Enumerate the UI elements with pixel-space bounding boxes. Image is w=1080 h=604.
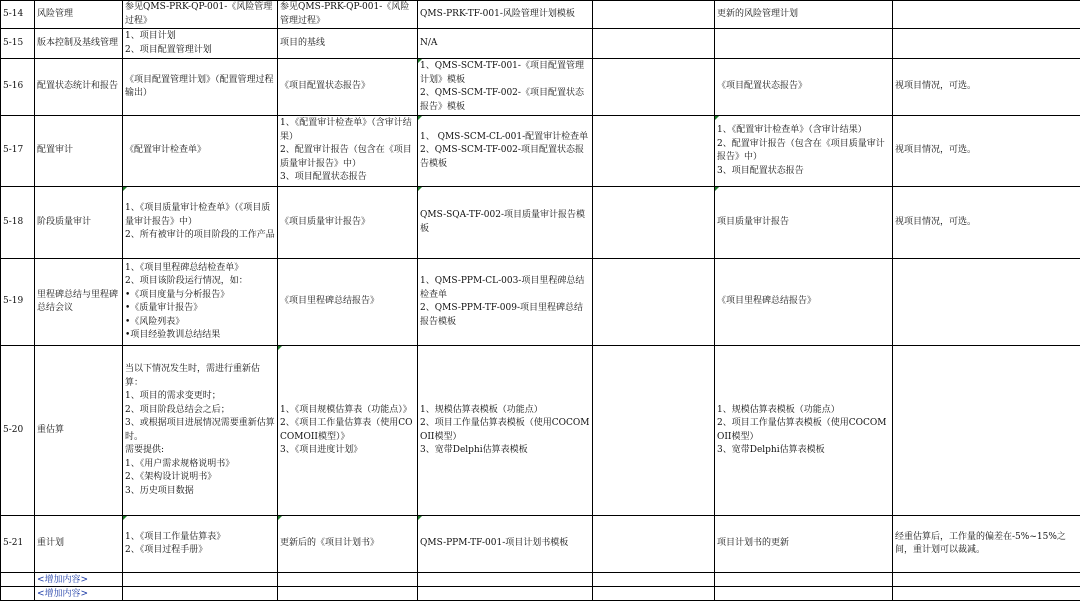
empty-cell bbox=[278, 573, 418, 587]
cell-line: 2、配置审计报告（包含在《项目质量审计报告》中） bbox=[717, 138, 885, 162]
cell-line: 3、历史项目数据 bbox=[125, 485, 194, 496]
cell-line: 2、配置审计报告（包含在《项目质量审计报告》中） bbox=[280, 145, 412, 169]
cell-line: 1、《项目工作量估算表》 bbox=[125, 531, 226, 542]
cell-record[interactable] bbox=[715, 187, 893, 259]
comment-marker-icon bbox=[418, 116, 422, 120]
table-row bbox=[1, 1, 1080, 29]
cell-stage[interactable] bbox=[35, 187, 123, 259]
cell-stage[interactable] bbox=[35, 29, 123, 59]
cell-template[interactable] bbox=[418, 259, 593, 346]
empty-cell bbox=[715, 573, 893, 587]
cell-input[interactable] bbox=[123, 187, 278, 259]
cell-remark[interactable] bbox=[893, 259, 1080, 346]
cell-line: 1、《项目质量审计检查单》（《项目质量审计报告》中） bbox=[125, 203, 271, 227]
cell-text: 5-19 bbox=[3, 296, 24, 307]
add-content-row bbox=[1, 573, 1080, 587]
cell-line: 3、项目配置状态报告 bbox=[717, 165, 804, 176]
cell-text: 风险管理 bbox=[37, 8, 74, 19]
cell-input[interactable] bbox=[123, 259, 278, 346]
cell-line: 项目计划书的更新 bbox=[717, 538, 790, 549]
cell-stage[interactable] bbox=[35, 346, 123, 516]
cell-line: 1、《用户需求规格说明书》 bbox=[125, 458, 235, 469]
table-row bbox=[1, 259, 1080, 346]
cell-line: 《项目配置管理计划》（配置管理过程输出） bbox=[125, 74, 274, 98]
cell-line: 参见QMS-PRK-QP-001-《风险管理过程》 bbox=[280, 2, 410, 26]
cell-line: 1、《项目规模估算表（功能点）》 bbox=[280, 404, 412, 415]
cell-input[interactable] bbox=[123, 1, 278, 29]
cell-line: •《风险列表》 bbox=[125, 316, 185, 327]
cell-record[interactable] bbox=[715, 29, 893, 59]
cell-remark[interactable] bbox=[893, 516, 1080, 573]
cell-line: 2、所有被审计的项目阶段的工作产品 bbox=[125, 230, 275, 241]
comment-marker-icon bbox=[715, 116, 719, 120]
cell-line: 1、项目的需求变更时； bbox=[125, 391, 221, 401]
cell-line: 2、项目配置管理计划 bbox=[125, 44, 212, 55]
cell-line: 视项目情况，可选。 bbox=[895, 81, 977, 92]
empty-cell bbox=[893, 587, 1080, 601]
empty-cell bbox=[278, 587, 418, 601]
cell-line: 2、项目工作量估算表模板（使用COCOMOII模型） bbox=[420, 418, 590, 442]
empty-cell bbox=[123, 573, 278, 587]
cell-record[interactable] bbox=[715, 346, 893, 516]
cell-line: •项目经验教训总结结果 bbox=[125, 330, 221, 340]
cell-num[interactable] bbox=[1, 187, 35, 259]
cell-line: 1、《配置审计检查单》（含审计结果） bbox=[717, 125, 867, 135]
cell-remark[interactable] bbox=[893, 346, 1080, 516]
cell-line: QMS-SQA-TF-002-项目质量审计报告模板 bbox=[420, 210, 585, 234]
cell-line: 2、《项目工作量估算表（使用COCOMOII模型）》 bbox=[280, 418, 413, 442]
cell-remark[interactable] bbox=[893, 29, 1080, 59]
cell-line: 更新的风险管理计划 bbox=[717, 8, 799, 19]
cell-num[interactable] bbox=[1, 259, 35, 346]
cell-line: 1、项目计划 bbox=[125, 31, 176, 41]
cell-record[interactable] bbox=[715, 259, 893, 346]
cell-line: QMS-PPM-TF-001-项目计划书模板 bbox=[420, 538, 569, 549]
cell-col6[interactable] bbox=[593, 259, 715, 346]
empty-cell bbox=[593, 573, 715, 587]
cell-stage[interactable] bbox=[35, 516, 123, 573]
cell-output[interactable] bbox=[278, 259, 418, 346]
cell-input[interactable] bbox=[123, 346, 278, 516]
cell-line: 项目的基线 bbox=[280, 37, 326, 48]
cell-line: 1、 QMS-SCM-CL-001-配置审计检查单 bbox=[420, 131, 589, 142]
cell-template[interactable] bbox=[418, 346, 593, 516]
cell-template[interactable] bbox=[418, 59, 593, 116]
cell-text: 5-15 bbox=[3, 37, 24, 48]
empty-cell bbox=[123, 587, 278, 601]
table-row bbox=[1, 187, 1080, 259]
cell-input[interactable] bbox=[123, 59, 278, 116]
cell-remark[interactable] bbox=[893, 116, 1080, 187]
table-row bbox=[1, 59, 1080, 116]
cell-stage[interactable] bbox=[35, 1, 123, 29]
cell-text: 5-20 bbox=[3, 424, 24, 435]
cell-text: 重计划 bbox=[37, 538, 65, 549]
comment-marker-icon bbox=[418, 516, 422, 520]
cell-line: 3、宽带Delphi估算表模板 bbox=[420, 445, 528, 455]
cell-col6[interactable] bbox=[593, 116, 715, 187]
cell-line: 3、宽带Delphi估算表模板 bbox=[717, 445, 825, 455]
cell-line: 《项目质量审计报告》 bbox=[280, 216, 371, 227]
cell-stage[interactable] bbox=[35, 59, 123, 116]
cell-text: 配置状态统计和报告 bbox=[37, 81, 119, 92]
cell-template[interactable] bbox=[418, 1, 593, 29]
empty-cell bbox=[418, 573, 593, 587]
cell-output[interactable] bbox=[278, 29, 418, 59]
comment-marker-icon bbox=[278, 516, 282, 520]
cell-line: 《项目配置状态报告》 bbox=[717, 81, 808, 92]
cell-line: 2、《架构设计说明书》 bbox=[125, 472, 217, 482]
cell-text: 里程碑总结与里程碑总结会议 bbox=[37, 289, 119, 313]
cell-line: 3、《项目进度计划》 bbox=[280, 445, 363, 455]
cell-input[interactable] bbox=[123, 516, 278, 573]
add-content-link[interactable]: <增加内容> bbox=[35, 587, 123, 601]
cell-num[interactable] bbox=[1, 1, 35, 29]
cell-template[interactable] bbox=[418, 116, 593, 187]
cell-stage[interactable] bbox=[35, 116, 123, 187]
cell-template[interactable] bbox=[418, 516, 593, 573]
cell-output[interactable] bbox=[278, 1, 418, 29]
cell-line: 参见QMS-PRK-QP-001-《风险管理过程》 bbox=[125, 2, 273, 26]
cell-template[interactable] bbox=[418, 187, 593, 259]
cell-num[interactable] bbox=[1, 516, 35, 573]
cell-line: 《配置审计检查单》 bbox=[125, 145, 207, 156]
cell-line: 2、QMS-SCM-TF-002-项目配置状态报告模板 bbox=[420, 145, 584, 169]
empty-cell bbox=[1, 587, 35, 601]
cell-line: 更新后的《项目计划书》 bbox=[280, 538, 380, 549]
comment-marker-icon bbox=[123, 516, 127, 520]
cell-line: 1、QMS-PPM-CL-003-项目里程碑总结检查单 bbox=[420, 276, 585, 300]
table-row bbox=[1, 29, 1080, 59]
cell-line: 3、或根据项目进展情况需要重新估算时。 bbox=[125, 418, 275, 442]
empty-cell bbox=[893, 573, 1080, 587]
comment-marker-icon bbox=[278, 346, 282, 350]
cell-num[interactable] bbox=[1, 116, 35, 187]
cell-line: •《项目度量与分析报告》 bbox=[125, 289, 230, 300]
cell-col6[interactable] bbox=[593, 29, 715, 59]
cell-col6[interactable] bbox=[593, 346, 715, 516]
cell-text: 5-18 bbox=[3, 216, 24, 227]
cell-line: 1、QMS-SCM-TF-001-《项目配置管理计划》模板 bbox=[420, 61, 584, 85]
table-row bbox=[1, 116, 1080, 187]
cell-col6[interactable] bbox=[593, 1, 715, 29]
cell-record[interactable] bbox=[715, 59, 893, 116]
empty-cell bbox=[1, 573, 35, 587]
cell-line: 2、QMS-PPM-TF-009-项目里程碑总结报告模板 bbox=[420, 303, 584, 327]
cell-line: 视项目情况，可选。 bbox=[895, 216, 977, 227]
cell-line: 2、项目该阶段运行情况，如： bbox=[125, 276, 248, 286]
add-content-link[interactable]: <增加内容> bbox=[35, 573, 123, 587]
cell-line: 1、《配置审计检查单》（含审计结果） bbox=[280, 118, 412, 142]
cell-text: 5-21 bbox=[3, 538, 24, 549]
cell-output[interactable] bbox=[278, 187, 418, 259]
cell-input[interactable] bbox=[123, 29, 278, 59]
cell-text: 版本控制及基线管理 bbox=[37, 37, 119, 48]
cell-line: 2、QMS-SCM-TF-002-《项目配置状态报告》模板 bbox=[420, 88, 584, 112]
cell-col6[interactable] bbox=[593, 516, 715, 573]
cell-remark[interactable] bbox=[893, 59, 1080, 116]
cell-line: 当以下情况发生时，需进行重新估算： bbox=[125, 364, 261, 388]
cell-output[interactable] bbox=[278, 59, 418, 116]
cell-num[interactable] bbox=[1, 29, 35, 59]
cell-col6[interactable] bbox=[593, 187, 715, 259]
comment-marker-icon bbox=[715, 187, 719, 191]
cell-line: 2、项目阶段总结会之后； bbox=[125, 404, 230, 415]
cell-num[interactable] bbox=[1, 59, 35, 116]
cell-record[interactable] bbox=[715, 516, 893, 573]
cell-input[interactable] bbox=[123, 116, 278, 187]
cell-text: 配置审计 bbox=[37, 145, 74, 156]
cell-line: 视项目情况，可选。 bbox=[895, 145, 977, 156]
comment-marker-icon bbox=[123, 187, 127, 191]
cell-text: 阶段质量审计 bbox=[37, 216, 92, 227]
cell-line: N/A bbox=[420, 37, 438, 48]
cell-text: 5-16 bbox=[3, 81, 24, 92]
cell-line: 《项目配置状态报告》 bbox=[280, 81, 371, 92]
cell-output[interactable] bbox=[278, 116, 418, 187]
cell-line: 2、《项目过程手册》 bbox=[125, 545, 208, 555]
cell-record[interactable] bbox=[715, 1, 893, 29]
table-row bbox=[1, 346, 1080, 516]
cell-text: 5-17 bbox=[3, 145, 24, 156]
comment-marker-icon bbox=[418, 59, 422, 63]
cell-stage[interactable] bbox=[35, 259, 123, 346]
cell-output[interactable] bbox=[278, 346, 418, 516]
cell-line: 《项目里程碑总结报告》 bbox=[717, 296, 817, 307]
cell-line: QMS-PRK-TF-001-风险管理计划模板 bbox=[420, 8, 575, 19]
empty-cell bbox=[715, 587, 893, 601]
cell-line: 2、项目工作量估算表模板（使用COCOMOII模型） bbox=[717, 418, 887, 442]
cell-line: 项目质量审计报告 bbox=[717, 216, 790, 227]
cell-line: 1、规模估算表模板（功能点） bbox=[717, 404, 840, 415]
cell-line: 1、规模估算表模板（功能点） bbox=[420, 404, 543, 415]
cell-col6[interactable] bbox=[593, 59, 715, 116]
comment-marker-icon bbox=[418, 187, 422, 191]
cell-text: 5-14 bbox=[3, 8, 24, 19]
empty-cell bbox=[418, 587, 593, 601]
cell-output[interactable] bbox=[278, 516, 418, 573]
empty-cell bbox=[593, 587, 715, 601]
cell-text: 重估算 bbox=[37, 424, 65, 435]
cell-remark[interactable] bbox=[893, 1, 1080, 29]
cell-line: 3、项目配置状态报告 bbox=[280, 172, 367, 183]
cell-line: •《质量审计报告》 bbox=[125, 303, 203, 313]
cell-template[interactable] bbox=[418, 29, 593, 59]
cell-record[interactable] bbox=[715, 116, 893, 187]
cell-line: 需要提供: bbox=[125, 445, 165, 455]
cell-line: 1、《项目里程碑总结检查单》 bbox=[125, 262, 244, 273]
table-row bbox=[1, 516, 1080, 573]
cell-remark[interactable] bbox=[893, 187, 1080, 259]
cell-line: 《项目里程碑总结报告》 bbox=[280, 296, 380, 307]
cell-line: 经重估算后，工作量的偏差在-5%~15%之间，重计划可以裁减。 bbox=[895, 531, 1066, 555]
add-content-row bbox=[1, 587, 1080, 601]
cell-num[interactable] bbox=[1, 346, 35, 516]
